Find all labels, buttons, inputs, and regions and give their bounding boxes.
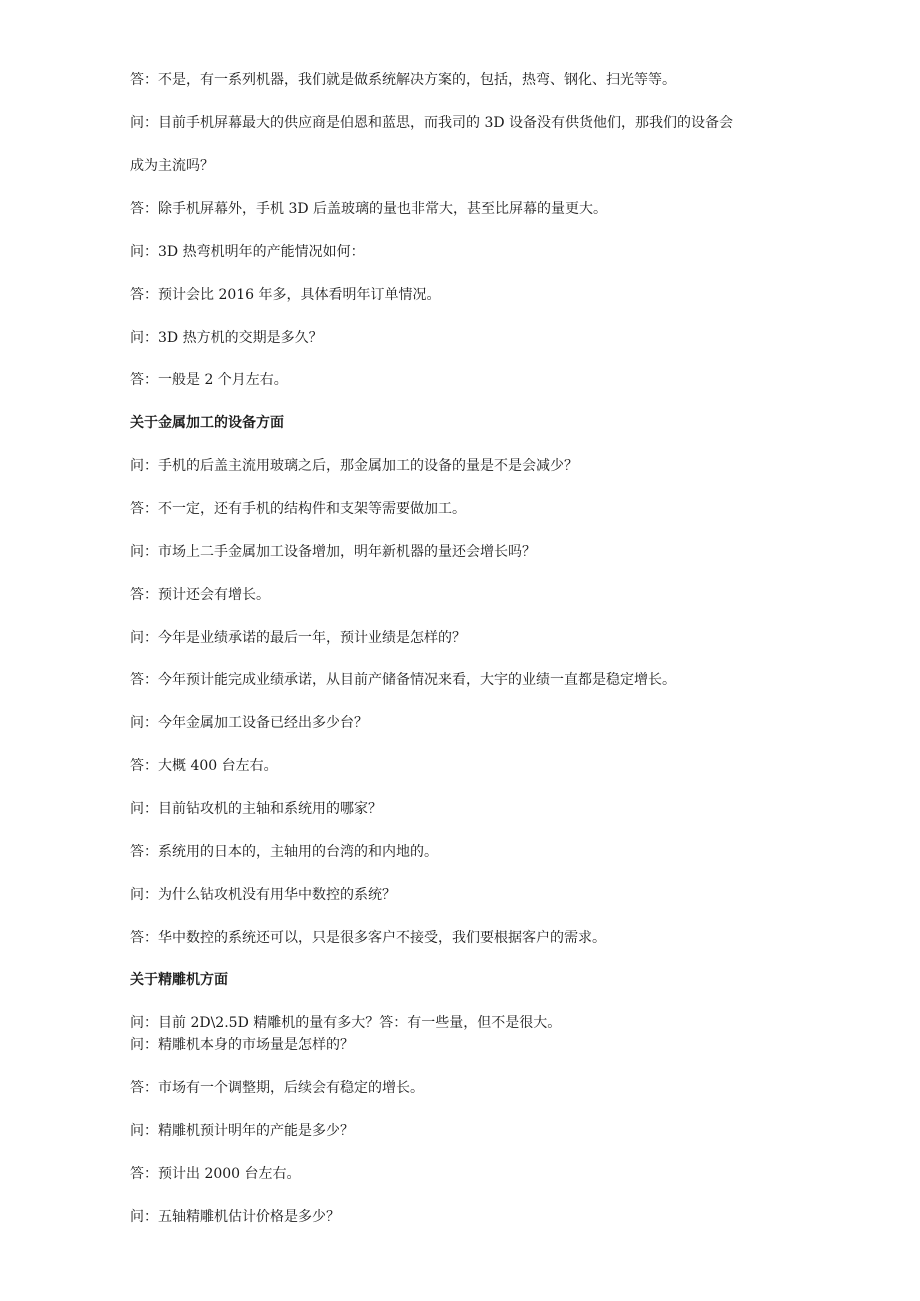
paragraph-answer: 答：预计会比 2016 年多，具体看明年订单情况。	[130, 287, 441, 303]
paragraph-answer: 答：大概 400 台左右。	[130, 758, 278, 774]
paragraph-answer: 答：不是，有一系列机器，我们就是做系统解决方案的，包括，热弯、钢化、扫光等等。	[130, 72, 676, 88]
paragraph-answer: 答：预计出 2000 台左右。	[130, 1166, 301, 1182]
paragraph-question: 问：今年是业绩承诺的最后一年，预计业绩是怎样的？	[130, 630, 466, 646]
paragraph-question: 问：精雕机本身的市场量是怎样的？	[130, 1037, 354, 1053]
paragraph-question: 问：目前钻攻机的主轴和系统用的哪家？	[130, 801, 382, 817]
paragraph-question: 问：今年金属加工设备已经出多少台？	[130, 715, 368, 731]
paragraph-answer: 答：华中数控的系统还可以，只是很多客户不接受，我们要根据客户的需求。	[130, 930, 606, 946]
paragraph-question: 问：目前手机屏幕最大的供应商是伯恩和蓝思，而我司的 3D 设备没有供货他们，那我们的设备会	[130, 115, 734, 131]
paragraph-answer: 答：除手机屏幕外，手机 3D 后盖玻璃的量也非常大，甚至比屏幕的量更大。	[130, 201, 608, 217]
paragraph-question: 问：市场上二手金属加工设备增加，明年新机器的量还会增长吗？	[130, 544, 536, 560]
paragraph-question: 问：五轴精雕机估计价格是多少？	[130, 1209, 340, 1225]
paragraph-answer: 答：不一定，还有手机的结构件和支架等需要做加工。	[130, 501, 466, 517]
paragraph-question-answer: 问：目前 2D\2.5D 精雕机的量有多大？答：有一些量，但不是很大。	[130, 1015, 562, 1031]
paragraph-question-continuation: 成为主流吗？	[130, 158, 214, 174]
section-heading-metal-processing: 关于金属加工的设备方面	[130, 415, 284, 431]
paragraph-answer: 答：今年预计能完成业绩承诺，从目前产储备情况来看，大宇的业绩一直都是稳定增长。	[130, 672, 676, 688]
paragraph-question: 问：精雕机预计明年的产能是多少？	[130, 1123, 354, 1139]
paragraph-answer: 答：市场有一个调整期，后续会有稳定的增长。	[130, 1080, 424, 1096]
paragraph-question: 问：3D 热方机的交期是多久？	[130, 330, 323, 346]
paragraph-question: 问：为什么钻攻机没有用华中数控的系统？	[130, 887, 396, 903]
paragraph-answer: 答：一般是 2 个月左右。	[130, 372, 288, 388]
section-heading-engraving-machine: 关于精雕机方面	[130, 972, 228, 988]
paragraph-question: 问：手机的后盖主流用玻璃之后，那金属加工的设备的量是不是会减少？	[130, 458, 578, 474]
paragraph-answer: 答：预计还会有增长。	[130, 587, 270, 603]
paragraph-question: 问：3D 热弯机明年的产能情况如何：	[130, 244, 365, 260]
paragraph-answer: 答：系统用的日本的，主轴用的台湾的和内地的。	[130, 844, 438, 860]
